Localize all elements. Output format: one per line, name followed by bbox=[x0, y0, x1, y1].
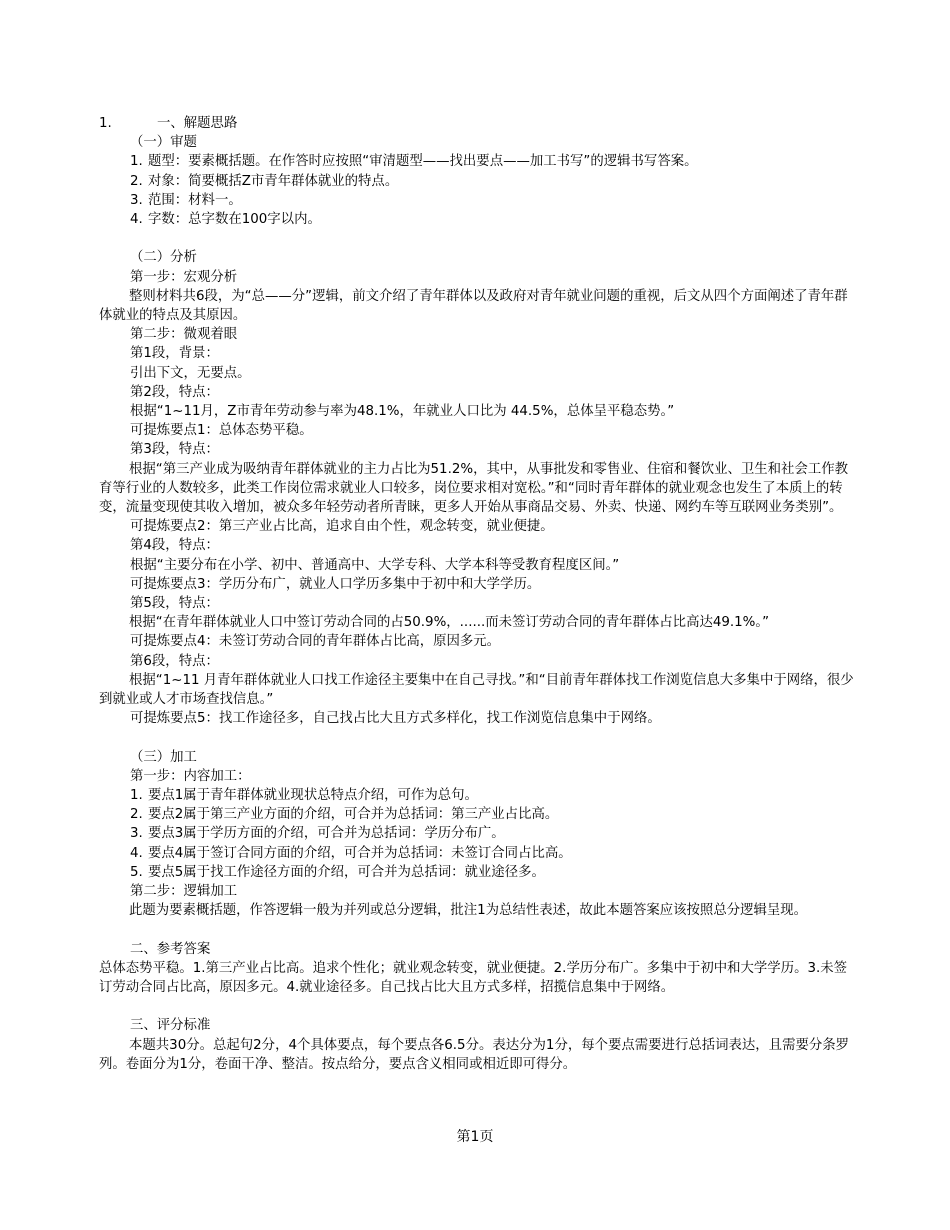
step-label: 第二步：逻辑加工 bbox=[130, 884, 238, 900]
scoring-criteria: 本题共30分。总起句2分，4个具体要点，每个要点各6.5分。表达分为1分，每个要点需要进行总括词表达，且需要分条罗列。卷面分为1分，卷面干净、整洁。按点给分，要点含义相同或相近即可得分。 bbox=[99, 1037, 850, 1072]
key-point: 可提炼要点5：找工作途径多，自己找占比大且方式多样化，找工作浏览信息集中于网络。 bbox=[130, 711, 661, 727]
paragraph-logic: 此题为要素概括题，作答逻辑一般为并列或总分逻辑，批注1为总结性表述，故此本题答案应该按照总分逻辑呈现。 bbox=[129, 903, 808, 919]
paragraph-macro: 整则材料共6段，为“总——分”逻辑，前文介绍了青年群体以及政府对青年就业问题的重视，后文从四个方面阐述了青年群体就业的特点及其原因。 bbox=[99, 288, 848, 324]
paragraph-text: 根据“在青年群体就业人口中签订劳动合同的占50.9%，......而未签订劳动合同的青年群体占比高达49.1%。” bbox=[129, 615, 770, 631]
paragraph-text: 引出下文，无要点。 bbox=[130, 365, 251, 381]
section-number: 1. bbox=[99, 116, 112, 131]
subsection-heading-review: （一）审题 bbox=[130, 135, 197, 151]
paragraph-label: 第4段，特点： bbox=[130, 538, 219, 554]
key-point: 可提炼要点4：未签订劳动合同的青年群体占比高，原因多元。 bbox=[130, 634, 501, 650]
subsection-heading-analysis: （二）分析 bbox=[130, 250, 197, 266]
subsection-heading-processing: （三）加工 bbox=[130, 749, 197, 765]
page-number: 第1页 bbox=[456, 1129, 494, 1145]
list-item: 2. 对象：简要概括Z市青年群体就业的特点。 bbox=[130, 173, 399, 189]
reference-answer: 总体态势平稳。1.第三产业占比高。追求个性化；就业观念转变，就业便捷。2.学历分布广。多集中于初中和大学学历。3.未签订劳动合同占比高，原因多元。4.就业途径多。自己找占比大且方式多样，招揽信息集中于网络。 bbox=[99, 960, 848, 996]
list-item: 2. 要点2属于第三产业方面的介绍，可合并为总括词：第三产业占比高。 bbox=[130, 807, 559, 823]
section-1-heading bbox=[99, 114, 859, 133]
paragraph-text: 根据“1~11月，Z市青年劳动参与率为48.1%，年就业人口比为 44.5%，总体呈平稳态势。” bbox=[130, 404, 675, 420]
paragraph-text: 根据“第三产业成为吸纳青年群体就业的主力占比为51.2%，其中，从事批发和零售业、住宿和餐饮业、卫生和社会工作教育等行业的人数较多，此类工作岗位需求就业人口较多，岗位要求相对宽松。”和“同时青年群体的就业观念也发生了本质上的转变，流量变现使其收入增加，被众多年轻劳动者所青睐，更多人开始从事商品交易、外卖、快递、网约车等互联网业务类别”。 bbox=[99, 461, 849, 516]
list-item: 5. 要点5属于找工作途径方面的介绍，可合并为总括词：就业途径多。 bbox=[130, 864, 545, 880]
paragraph-label: 第2段，特点： bbox=[130, 384, 219, 400]
paragraph-label: 第1段，背景： bbox=[130, 346, 219, 362]
key-point: 可提炼要点1：总体态势平稳。 bbox=[130, 423, 313, 439]
section-title: 一、解题思路 bbox=[157, 116, 238, 131]
list-item: 3. 范围：材料一。 bbox=[130, 192, 242, 208]
list-item: 1. 题型：要素概括题。在作答时应按照“审清题型——找出要点——加工书写”的逻辑书写答案。 bbox=[130, 154, 698, 170]
list-item: 4. 字数：总字数在100字以内。 bbox=[130, 212, 321, 228]
step-label: 第二步：微观着眼 bbox=[130, 327, 238, 343]
section-2-heading: 二、参考答案 bbox=[130, 941, 211, 957]
paragraph-label: 第3段，特点： bbox=[130, 442, 219, 458]
key-point: 可提炼要点2：第三产业占比高，追求自由个性，观念转变，就业便捷。 bbox=[130, 519, 554, 535]
key-point: 可提炼要点3：学历分布广，就业人口学历多集中于初中和大学学历。 bbox=[130, 576, 541, 592]
paragraph-label: 第5段，特点： bbox=[130, 596, 219, 612]
step-label: 第一步：内容加工： bbox=[130, 768, 251, 784]
list-item: 4. 要点4属于签订合同方面的介绍，可合并为总括词：未签订合同占比高。 bbox=[130, 845, 572, 861]
paragraph-text: 根据“1~11 月青年群体就业人口找工作途径主要集中在自己寻找。”和“目前青年群体找工作浏览信息大多集中于网络，很少到就业或人才市场查找信息。” bbox=[99, 672, 854, 708]
document-body bbox=[99, 114, 859, 1074]
list-item: 1. 要点1属于青年群体就业现状总特点介绍，可作为总句。 bbox=[130, 788, 478, 804]
list-item: 3. 要点3属于学历方面的介绍，可合并为总括词：学历分布广。 bbox=[130, 826, 505, 842]
paragraph-text: 根据“主要分布在小学、初中、普通高中、大学专科、大学本科等受教育程度区间。” bbox=[130, 557, 620, 573]
section-3-heading: 三、评分标准 bbox=[130, 1018, 211, 1034]
paragraph-label: 第6段，特点： bbox=[130, 653, 219, 669]
step-label: 第一步：宏观分析 bbox=[130, 269, 238, 285]
